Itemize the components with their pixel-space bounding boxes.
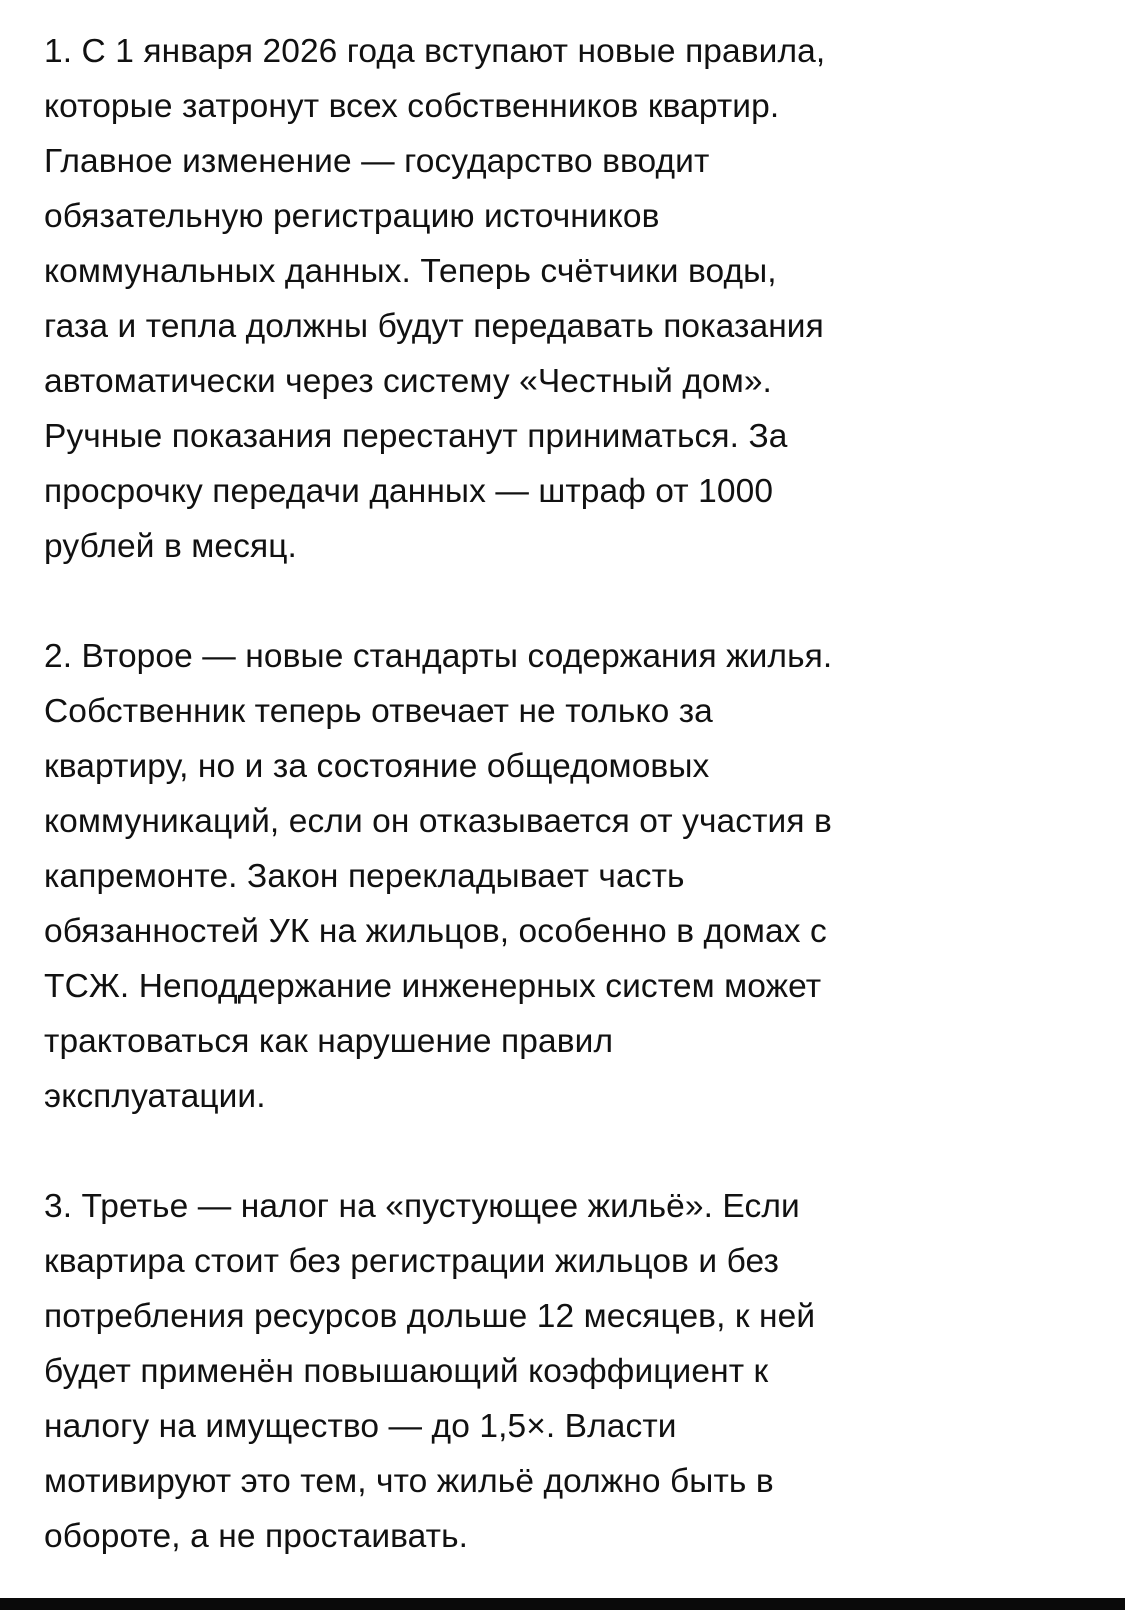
text-line: Собственник теперь отвечает не только за	[44, 693, 713, 730]
text-line: рублей в месяц.	[44, 528, 297, 565]
text-line: эксплуатации.	[44, 1078, 266, 1115]
text-line: автоматически через систему «Честный дом».	[44, 363, 772, 400]
paragraph-1	[44, 24, 1094, 574]
text-line: просрочку передачи данных — штраф от 1000	[44, 473, 774, 510]
text-line: коммунальных данных. Теперь счётчики воды,	[44, 253, 777, 290]
text-line: трактоваться как нарушение правил	[44, 1023, 614, 1060]
text-line: мотивируют это тем, что жильё должно быть в	[44, 1463, 774, 1500]
text-line: 1. С 1 января 2026 года вступают новые правила,	[44, 33, 826, 70]
text-line: обороте, а не простаивать.	[44, 1518, 469, 1555]
text-line: коммуникаций, если он отказывается от участия в	[44, 803, 832, 840]
text-line: Главное изменение — государство вводит	[44, 143, 710, 180]
text-line: потребления ресурсов дольше 12 месяцев, к ней	[44, 1298, 816, 1335]
article-text	[44, 24, 1094, 1564]
bottom-edge-bar	[0, 1598, 1125, 1610]
text-line: будет применён повышающий коэффициент к	[44, 1353, 769, 1390]
paragraph-2	[44, 629, 1094, 1124]
text-line: 2. Второе — новые стандарты содержания жилья.	[44, 638, 833, 675]
text-line: 3. Третье — налог на «пустующее жильё». Если	[44, 1188, 800, 1225]
text-line: газа и тепла должны будут передавать показания	[44, 308, 824, 345]
text-line: Ручные показания перестанут приниматься. За	[44, 418, 788, 455]
text-line: обязанностей УК на жильцов, особенно в домах с	[44, 913, 827, 950]
text-line: квартира стоит без регистрации жильцов и без	[44, 1243, 779, 1280]
text-line: квартиру, но и за состояние общедомовых	[44, 748, 710, 785]
paragraph-3	[44, 1179, 1094, 1564]
text-line: ТСЖ. Неподдержание инженерных систем может	[44, 968, 822, 1005]
text-line: обязательную регистрацию источников	[44, 198, 660, 235]
text-line: которые затронут всех собственников квартир.	[44, 88, 780, 125]
text-line: налогу на имущество — до 1,5×. Власти	[44, 1408, 677, 1445]
text-line: капремонте. Закон перекладывает часть	[44, 858, 685, 895]
